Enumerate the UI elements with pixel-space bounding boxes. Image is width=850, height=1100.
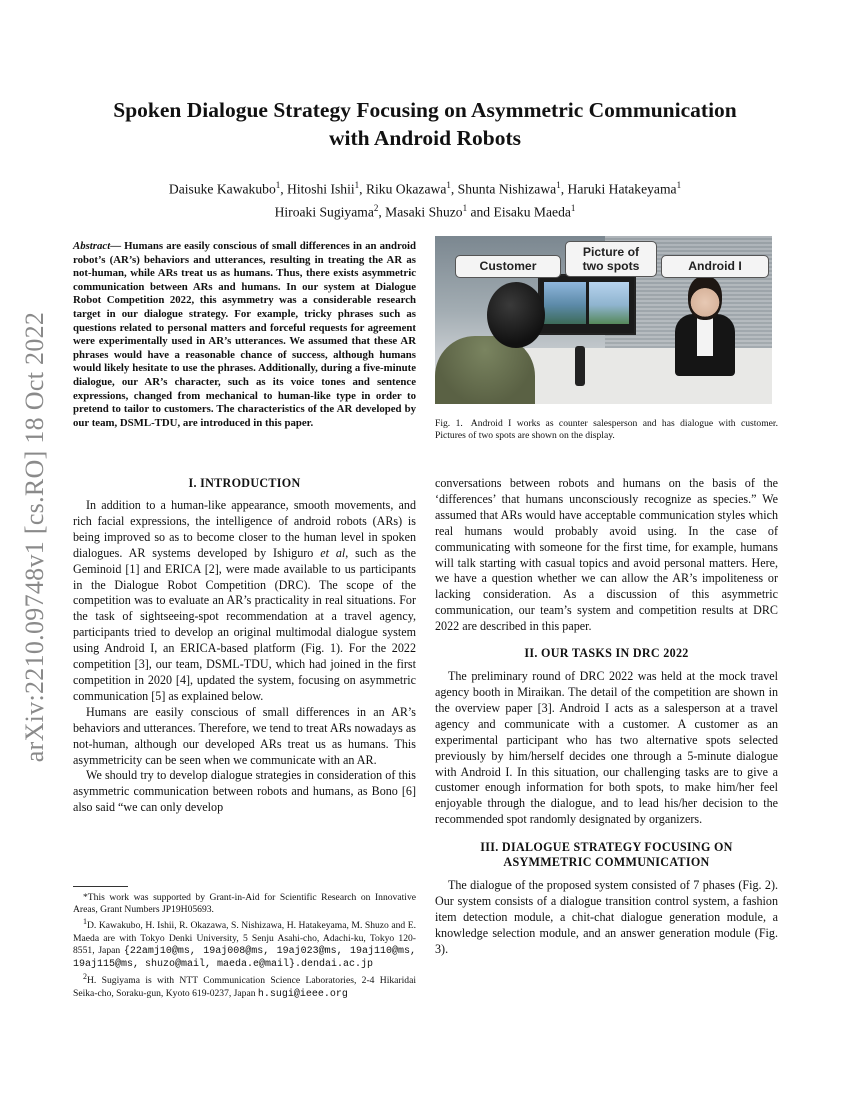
author-list	[60, 176, 790, 221]
title-line-2: with Android Robots	[329, 126, 521, 150]
affiliation-mark: 1	[275, 180, 281, 190]
affiliation-mark: 1	[556, 180, 561, 190]
affiliation-mark: 2	[373, 202, 379, 213]
paragraph-text: In addition to a human-like appearance, smooth movements, and rich facial expressions, the intelligence of android robots (ARs) is being improved so as to become closer to the human level in spoken dialogues. AR systems developed by Ishiguro	[73, 498, 416, 560]
paragraph-emphasis: et al	[320, 545, 346, 560]
footnote-text: D. Kawakubo, H. Ishii, R. Okazawa, S. Nishizawa, H. Hatakeyama, M. Shuzo and E. Maeda are with Tokyo Denki University, 5 Senju Asahi-cho, Adachi-ku, Tokyo 120-8551, Japan	[73, 920, 416, 956]
author-separator: ,	[450, 181, 458, 197]
label-picture-line-2: two spots	[582, 259, 640, 273]
section-heading: I. INTRODUCTION	[188, 476, 301, 490]
affiliation-mark: 1	[570, 202, 576, 213]
author-line-1	[60, 176, 790, 199]
author-separator: and	[467, 204, 494, 220]
affiliation-mark: 1	[462, 202, 468, 213]
footnote-mark: 1	[83, 917, 87, 927]
affiliation-mark: 1	[354, 180, 360, 190]
author-name: Hiroaki Sugiyama	[274, 204, 374, 220]
label-picture	[565, 241, 657, 277]
author-separator: ,	[359, 181, 366, 197]
label-android: Android I	[661, 255, 769, 278]
paragraph-text: , such as the Geminoid [1] and ERICA [2], were made available to us participants in the Dialogue Robot Competition (DRC). The scope of the competition was to evaluate an AR’s practicality in real situations. For the task of sightseeing-spot recommendation at a travel agency, participants tried to develop an original multimodal dialogue system using Android I, an ERICA-based platform (Fig. 1). For the 2022 competition [3], our team, DSML-TDU, which had joined in the first competition in 2020 [4], updated the system, focusing on asymmetric communication [5] as explained below.	[73, 545, 416, 703]
title-line-1: Spoken Dialogue Strategy Focusing on Asymmetric Communication	[113, 98, 737, 122]
microphone	[575, 346, 585, 386]
android-shirt	[697, 316, 713, 356]
paragraph: The preliminary round of DRC 2022 was held at the mock travel agency booth in Miraikan. The detail of the competition are shown in the overview paper [3]. Android I acts as a salesperson at a travel agency and communicate with a customer. A customer as an experimental participant who has two alternative spots selected previously by him/herself decides one through a 5-minute dialogue with Android I. In this situation, our challenging tasks are to give a customer enough information for both spots, to make him/her feel enjoyable through the dialogue, and to lead his/her decision to the recommended spot randomly designated by organizers.	[435, 669, 778, 827]
author-separator: ,	[378, 204, 386, 220]
author-separator: ,	[280, 181, 288, 197]
author-separator: ,	[560, 181, 568, 197]
paper-title	[60, 96, 790, 152]
affiliation-mark: 1	[676, 180, 682, 190]
footnotes	[73, 892, 416, 1001]
figure-1-photo	[435, 236, 772, 404]
label-picture-line-1: Picture of	[582, 245, 640, 259]
section-heading: II. OUR TASKS IN DRC 2022	[524, 646, 689, 661]
section-introduction	[73, 475, 416, 816]
footnote	[73, 916, 416, 971]
footnote-rule	[73, 886, 128, 887]
right-column-body	[435, 476, 778, 958]
affiliation-mark: 1	[446, 180, 451, 190]
arxiv-identifier-text: arXiv:2210.09748v1 [cs.RO] 18 Oct 2022	[20, 311, 49, 763]
paragraph: conversations between robots and humans on the basis of the ‘differences’ that humans unconsciously recognize as species.” We assumed that ARs would have acceptable communication styles which real humans would probably avoid using. In the case of communicating with someone for the first time, for example, humans will talk starting with casual topics and avoid personal matters. Here, we have a question whether we can allow the AR’s impoliteness or lacking consideration. As a discussion of this asymmetric communication, our team’s system and competition results at DRC 2022 are described in this paper.	[435, 476, 778, 634]
caption-text: Android I works as counter salesperson and has dialogue with customer. Pictures of two spots are shown on the display.	[435, 418, 778, 442]
abstract-label: Abstract	[73, 240, 111, 252]
abstract	[73, 240, 416, 430]
section-heading	[435, 840, 778, 870]
footnote: *This work was supported by Grant-in-Aid for Scientific Research on Innovative Areas, Grant Numbers JP19H05693.	[73, 892, 416, 916]
author-name: Haruki Hatakeyama	[567, 181, 677, 197]
author-line-2	[60, 199, 790, 222]
caption-number: Fig. 1.	[435, 418, 463, 429]
footnote	[73, 971, 416, 1001]
author-email[interactable]: h.sugi@ieee.org	[257, 988, 348, 1000]
abstract-dash: —	[110, 240, 125, 252]
figure-caption	[435, 418, 778, 443]
author-name: Shunta Nishizawa	[457, 181, 557, 197]
customer-head	[487, 282, 545, 348]
footnote-mark: 2	[83, 972, 87, 982]
section-heading-line-2: ASYMMETRIC COMMUNICATION	[503, 855, 710, 870]
section-heading-line-1: III. DIALOGUE STRATEGY FOCUSING ON	[480, 840, 733, 855]
author-name: Hitoshi Ishii	[287, 181, 355, 197]
author-emails[interactable]: {22amj10@ms, 19aj008@ms, 19aj023@ms, 19aj110@ms, 19aj115@ms, shuzo@mail, maeda.e@mail}.dendai.ac.jp	[73, 946, 416, 971]
paragraph: The dialogue of the proposed system consisted of 7 phases (Fig. 2). Our system consists of a dialogue transition control system, a fashion item detection module, a chit-chat dialogue generation module, a knowledge selection module, and an answer generation module (Fig. 3).	[435, 878, 778, 956]
paragraph: Humans are easily conscious of small differences in an AR’s behaviors and utterances. Therefore, we tend to treat ARs nowadays as not-human, although our developed ARs treat us as humans. This asymmetricity can be seen when we communicate with an AR.	[73, 704, 416, 767]
paragraph: We should try to develop dialogue strategies in consideration of this asymmetric communication between robots and humans, as Bono [6] also said “we can only develop	[73, 768, 416, 815]
android-head	[688, 276, 722, 320]
spot-picture-left	[544, 282, 586, 324]
author-name: Daisuke Kawakubo	[168, 181, 276, 197]
display-monitor	[538, 274, 636, 335]
abstract-text: Humans are easily conscious of small differences in an android robot’s (AR’s) behaviors and utterances, resulting in treating the AR as not-human, while ARs treat us as humans. Thus, there exists asymmetric communication between ARs and humans. In our system at Dialogue Robot Competition 2022, this asymmetry was a considerable research target in our dialogue strategy. For example, tricky phrases such as questions related to personal matters and forceful requests for agreement were experimentally used in AR’s utterances. We assumed that these AR phrases would have a reasonable chance of success, although humans would likely hesitate to use the phrases. Additionally, during a five-minute dialogue, our AR’s character, such as its voice tones and sentence expressions, changed from mechanical to human-like type in order to pretend to tailor to customers. The characteristics of the AR developed by our team, DSML-TDU, are introduced in this paper.	[73, 240, 416, 429]
author-name: Riku Okazawa	[365, 181, 447, 197]
label-customer: Customer	[455, 255, 561, 278]
arxiv-identifier	[14, 292, 56, 782]
author-name: Eisaku Maeda	[493, 204, 571, 220]
spot-picture-right	[589, 282, 629, 324]
paragraph	[73, 498, 416, 705]
author-name: Masaki Shuzo	[385, 204, 463, 220]
footnote-text: H. Sugiyama is with NTT Communication Science Laboratories, 2-4 Hikaridai Seika-cho, Soraku-gun, Kyoto 619-0237, Japan	[73, 975, 416, 999]
